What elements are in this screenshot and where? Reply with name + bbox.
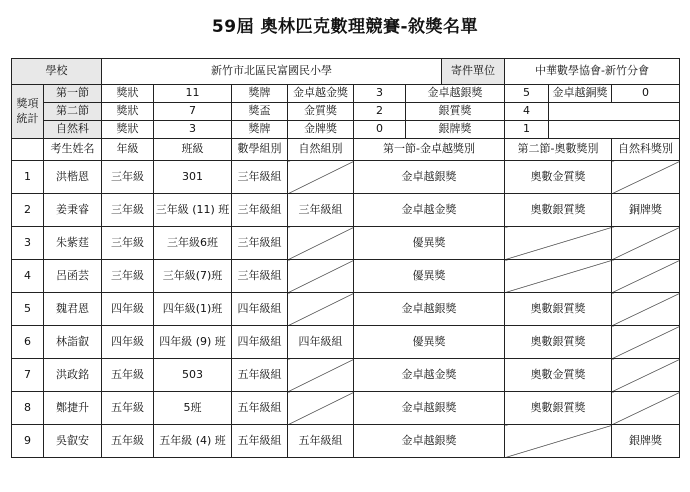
- math-group-cell: 五年級組: [232, 359, 288, 392]
- column-header-no: [12, 139, 44, 161]
- table-row: [12, 392, 680, 425]
- grade-cell: 四年級: [102, 326, 154, 359]
- section2-award-cell-empty: [505, 425, 612, 458]
- science-award-cell-empty: [612, 161, 680, 194]
- class-cell: 四年級(1)班: [154, 293, 232, 326]
- stats-value: 5: [505, 85, 549, 103]
- student-name: 朱紫莛: [44, 227, 102, 260]
- row-number: 9: [12, 425, 44, 458]
- stats-section: 第一節: [44, 85, 102, 103]
- science-group-cell-empty: [288, 161, 354, 194]
- class-cell: 三年級(7)班: [154, 260, 232, 293]
- science-award-cell-empty: [612, 326, 680, 359]
- science-award-cell-empty: [612, 392, 680, 425]
- mail-value: 中華數學協會-新竹分會: [505, 59, 680, 85]
- stats-key: 金質獎: [288, 103, 354, 121]
- school-label: 學校: [12, 59, 102, 85]
- student-name: 林詣叡: [44, 326, 102, 359]
- stats-value: 1: [505, 121, 549, 139]
- section1-award-cell: 金卓越金獎: [354, 359, 505, 392]
- column-header-row: [12, 139, 680, 161]
- student-name: 鄭捷升: [44, 392, 102, 425]
- table-row: [12, 359, 680, 392]
- grade-cell: 三年級: [102, 227, 154, 260]
- science-group-cell: 四年級組: [288, 326, 354, 359]
- math-group-cell: 五年級組: [232, 392, 288, 425]
- row-number: 5: [12, 293, 44, 326]
- stats-value: 2: [354, 103, 406, 121]
- science-award-cell-empty: [612, 293, 680, 326]
- stats-value: 4: [505, 103, 549, 121]
- science-group-cell-empty: [288, 392, 354, 425]
- table-row: [12, 227, 680, 260]
- section1-award-cell: 金卓越銀獎: [354, 161, 505, 194]
- table-row: [12, 194, 680, 227]
- science-award-cell: 銀牌獎: [612, 425, 680, 458]
- science-group-cell-empty: [288, 293, 354, 326]
- section2-award-cell-empty: [505, 260, 612, 293]
- science-group-cell: 三年級組: [288, 194, 354, 227]
- stats-key: 金卓越銅獎: [549, 85, 612, 103]
- section2-award-cell: 奧數金質獎: [505, 359, 612, 392]
- row-number: 2: [12, 194, 44, 227]
- award-list-table: [11, 58, 680, 458]
- math-group-cell: 五年級組: [232, 425, 288, 458]
- student-name: 呂函芸: [44, 260, 102, 293]
- table-row: [12, 293, 680, 326]
- section2-award-cell: 奧數銀質獎: [505, 194, 612, 227]
- stats-section: 第二節: [44, 103, 102, 121]
- stats-section: 自然科: [44, 121, 102, 139]
- section1-award-cell: 金卓越銀獎: [354, 392, 505, 425]
- student-name: 洪楷恩: [44, 161, 102, 194]
- column-header: 自然科獎別: [612, 139, 680, 161]
- grade-cell: 三年級: [102, 260, 154, 293]
- stats-row: [12, 103, 680, 121]
- stats-key: 獎牌: [232, 121, 288, 139]
- header-row: [12, 59, 680, 85]
- math-group-cell: 四年級組: [232, 293, 288, 326]
- science-group-cell-empty: [288, 260, 354, 293]
- grade-cell: 五年級: [102, 359, 154, 392]
- class-cell: 301: [154, 161, 232, 194]
- section2-award-cell: 奧數金質獎: [505, 161, 612, 194]
- row-number: 4: [12, 260, 44, 293]
- stats-key: 金卓越銀獎: [406, 85, 505, 103]
- section1-award-cell: 優異獎: [354, 227, 505, 260]
- row-number: 8: [12, 392, 44, 425]
- stats-value: 3: [354, 85, 406, 103]
- row-number: 6: [12, 326, 44, 359]
- student-name: 姜秉睿: [44, 194, 102, 227]
- grade-cell: 五年級: [102, 392, 154, 425]
- column-header: 班級: [154, 139, 232, 161]
- section2-award-cell: 奧數銀質獎: [505, 392, 612, 425]
- mail-label: 寄件單位: [442, 59, 505, 85]
- grade-cell: 三年級: [102, 194, 154, 227]
- grade-cell: 三年級: [102, 161, 154, 194]
- stats-key: 獎狀: [102, 85, 154, 103]
- stats-empty: [549, 121, 680, 139]
- science-group-cell: 五年級組: [288, 425, 354, 458]
- stats-key: 獎牌: [232, 85, 288, 103]
- column-header: 第二節-奧數獎別: [505, 139, 612, 161]
- math-group-cell: 三年級組: [232, 161, 288, 194]
- math-group-cell: 三年級組: [232, 194, 288, 227]
- row-number: 3: [12, 227, 44, 260]
- science-group-cell-empty: [288, 227, 354, 260]
- math-group-cell: 四年級組: [232, 326, 288, 359]
- student-name: 吳叡安: [44, 425, 102, 458]
- grade-cell: 五年級: [102, 425, 154, 458]
- stats-empty: [549, 103, 680, 121]
- section1-award-cell: 優異獎: [354, 260, 505, 293]
- stats-value: 3: [154, 121, 232, 139]
- class-cell: 5班: [154, 392, 232, 425]
- science-award-cell: 銅牌獎: [612, 194, 680, 227]
- stats-key: 獎盃: [232, 103, 288, 121]
- class-cell: 三年級 (11) 班: [154, 194, 232, 227]
- page-title: 59屆 奧林匹克數理競賽-敘獎名單: [211, 17, 479, 37]
- stats-key: 金牌獎: [288, 121, 354, 139]
- column-header: 考生姓名: [44, 139, 102, 161]
- column-header: 數學組別: [232, 139, 288, 161]
- section2-award-cell: 奧數銀質獎: [505, 326, 612, 359]
- class-cell: 四年級 (9) 班: [154, 326, 232, 359]
- science-group-cell-empty: [288, 359, 354, 392]
- science-award-cell-empty: [612, 227, 680, 260]
- science-award-cell-empty: [612, 260, 680, 293]
- section1-award-cell: 優異獎: [354, 326, 505, 359]
- stats-value: 0: [354, 121, 406, 139]
- class-cell: 503: [154, 359, 232, 392]
- stats-row: [12, 121, 680, 139]
- row-number: 1: [12, 161, 44, 194]
- school-value: 新竹市北區民富國民小學: [102, 59, 442, 85]
- class-cell: 五年級 (4) 班: [154, 425, 232, 458]
- section2-award-cell-empty: [505, 227, 612, 260]
- grade-cell: 四年級: [102, 293, 154, 326]
- student-name: 洪政銘: [44, 359, 102, 392]
- student-name: 魏君恩: [44, 293, 102, 326]
- stats-key: 獎狀: [102, 103, 154, 121]
- class-cell: 三年級6班: [154, 227, 232, 260]
- stats-value: 0: [612, 85, 680, 103]
- stats-value: 7: [154, 103, 232, 121]
- column-header: 自然組別: [288, 139, 354, 161]
- table-row: [12, 161, 680, 194]
- section1-award-cell: 金卓越銀獎: [354, 293, 505, 326]
- stats-key: 獎狀: [102, 121, 154, 139]
- math-group-cell: 三年級組: [232, 260, 288, 293]
- table-body: [12, 59, 680, 458]
- row-number: 7: [12, 359, 44, 392]
- stats-label: 獎項統計: [12, 85, 44, 139]
- section2-award-cell: 奧數銀質獎: [505, 293, 612, 326]
- stats-row: [12, 85, 680, 103]
- stats-value: 11: [154, 85, 232, 103]
- section1-award-cell: 金卓越銀獎: [354, 425, 505, 458]
- stats-key: 銀牌獎: [406, 121, 505, 139]
- column-header: 第一節-金卓越獎別: [354, 139, 505, 161]
- table-row: [12, 260, 680, 293]
- column-header: 年級: [102, 139, 154, 161]
- table-row: [12, 425, 680, 458]
- stats-key: 銀質獎: [406, 103, 505, 121]
- table-row: [12, 326, 680, 359]
- math-group-cell: 三年級組: [232, 227, 288, 260]
- science-award-cell-empty: [612, 359, 680, 392]
- stats-key: 金卓越金獎: [288, 85, 354, 103]
- section1-award-cell: 金卓越金獎: [354, 194, 505, 227]
